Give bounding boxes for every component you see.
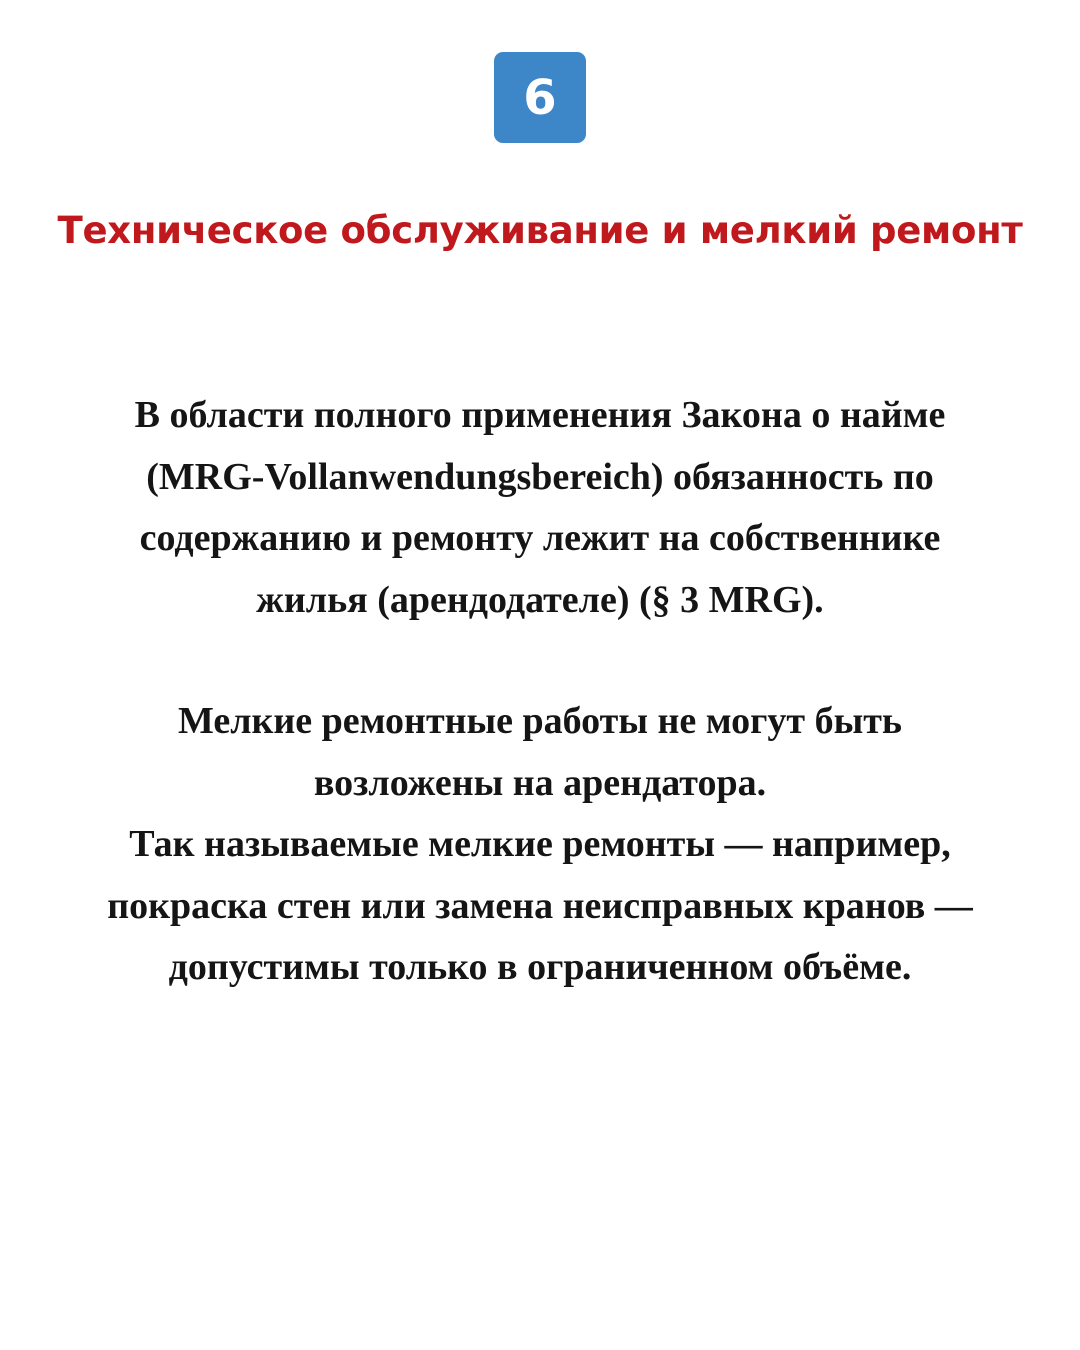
text-line: покраска стен или замена неисправных кранов —	[107, 884, 973, 927]
step-number: 6	[523, 69, 557, 126]
paragraph-landlord-obligation	[40, 385, 1040, 631]
page-title: Техническое обслуживание и мелкий ремонт	[57, 209, 1023, 252]
text-line: Мелкие ремонтные работы не могут быть	[177, 700, 903, 742]
text-line: возложены на арендатора.	[313, 761, 767, 804]
paragraph-minor-repairs	[40, 691, 1040, 999]
text-line: В области полного применения Закона о найме	[134, 394, 946, 436]
step-number-badge	[494, 52, 586, 143]
text-line: содержанию и ремонту лежит на собственнике	[139, 517, 941, 559]
text-line: (MRG-Vollanwendungsbereich) обязанность по	[146, 455, 934, 498]
text-line: Так называемые мелкие ремонты — например,	[129, 823, 951, 865]
text-line: допустимы только в ограниченном объёме.	[168, 946, 912, 988]
text-line: жилья (арендодателе) (§ 3 MRG).	[256, 578, 824, 621]
